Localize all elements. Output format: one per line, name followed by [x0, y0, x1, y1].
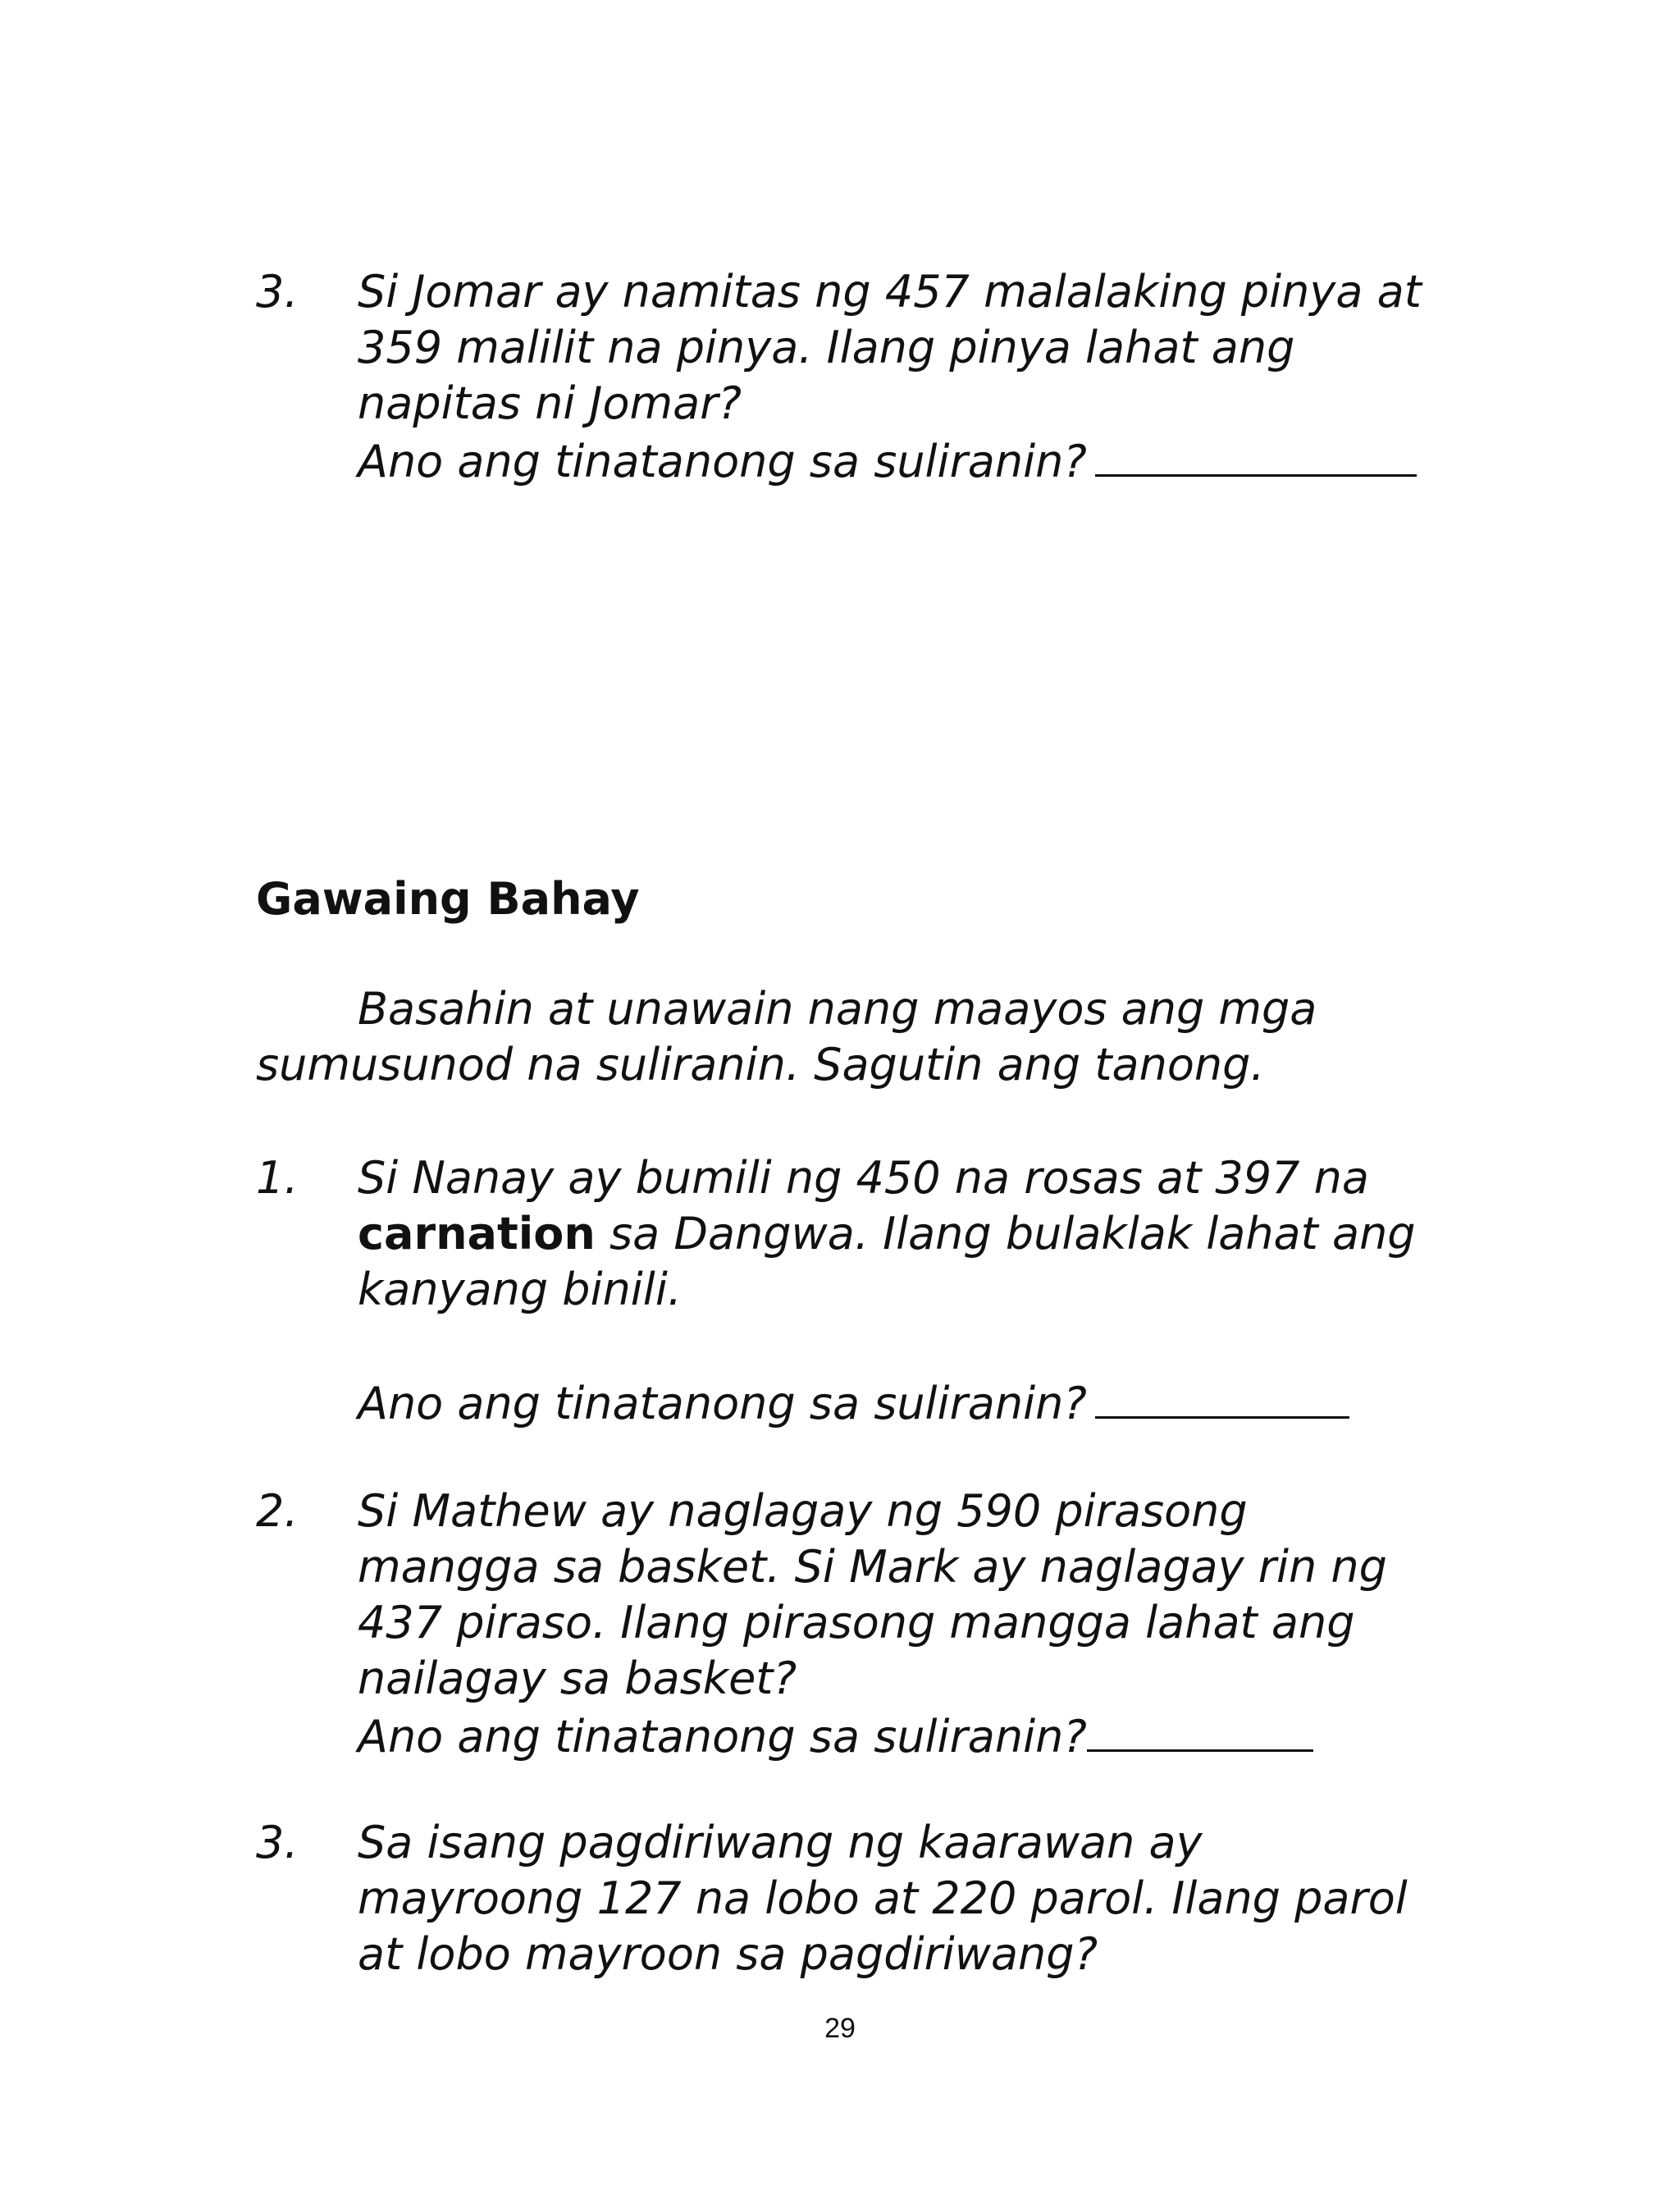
item-text-line: 359 malilit na pinya. Ilang pinya lahat ang	[358, 322, 1295, 373]
problem-item-top-3	[256, 264, 1454, 490]
item-body	[358, 264, 1449, 490]
item-number: 2.	[256, 1485, 299, 1537]
item-text-line	[358, 1206, 1449, 1262]
problem-item-2	[256, 1484, 1454, 1765]
problem-item-1	[256, 1150, 1454, 1432]
item-text-line: napitas ni Jomar?	[358, 377, 742, 429]
answer-blank[interactable]	[1095, 432, 1417, 477]
question-line	[358, 1374, 1449, 1432]
problem-item-3	[256, 1815, 1454, 1982]
item-text-line: Si Jomar ay namitas ng 457 malalaking pinya at	[358, 266, 1422, 318]
instructions-line: Basahin at unawain nang maayos ang mga	[358, 983, 1317, 1035]
item-text-line: Si Nanay ay bumili ng 450 na rosas at 397 na	[358, 1152, 1369, 1204]
item-text-line: mangga sa basket. Si Mark ay naglagay rin ng	[358, 1541, 1387, 1593]
section-title: Gawaing Bahay	[256, 873, 640, 925]
question-line	[358, 1707, 1449, 1765]
item-text-line: mayroong 127 na lobo at 220 parol. Ilang parol	[358, 1872, 1408, 1924]
question-text: Ano ang tinatanong sa suliranin?	[358, 436, 1087, 487]
item-body	[358, 1484, 1449, 1765]
item-number: 3.	[256, 1817, 299, 1868]
item-body	[358, 1150, 1449, 1432]
item-number: 1.	[256, 1152, 299, 1204]
item-text-line: at lobo mayroon sa pagdiriwang?	[358, 1928, 1098, 1980]
spacer	[358, 1318, 1449, 1374]
bold-term: carnation	[358, 1208, 596, 1260]
item-text-segment: sa Dangwa. Ilang bulaklak lahat ang	[595, 1208, 1416, 1260]
item-text-line: Sa isang pagdiriwang ng kaarawan ay	[358, 1817, 1203, 1868]
question-text: Ano ang tinatanong sa suliranin?	[358, 1711, 1087, 1763]
answer-blank[interactable]	[1095, 1374, 1349, 1419]
instructions	[256, 981, 1454, 1093]
item-body	[358, 1815, 1449, 1982]
item-number: 3.	[256, 266, 299, 318]
item-text-line: kanyang binili.	[358, 1264, 682, 1315]
item-text-line: nailagay sa basket?	[358, 1653, 797, 1704]
question-text: Ano ang tinatanong sa suliranin?	[358, 1378, 1087, 1429]
item-text-line: Si Mathew ay naglagay ng 590 pirasong	[358, 1485, 1248, 1537]
item-text-line: 437 piraso. Ilang pirasong mangga lahat ang	[358, 1597, 1355, 1648]
page-number: 29	[824, 2013, 856, 2044]
instructions-line: sumusunod na suliranin. Sagutin ang tanong.	[256, 1039, 1265, 1090]
question-line	[358, 432, 1449, 490]
answer-blank[interactable]	[1087, 1707, 1313, 1752]
